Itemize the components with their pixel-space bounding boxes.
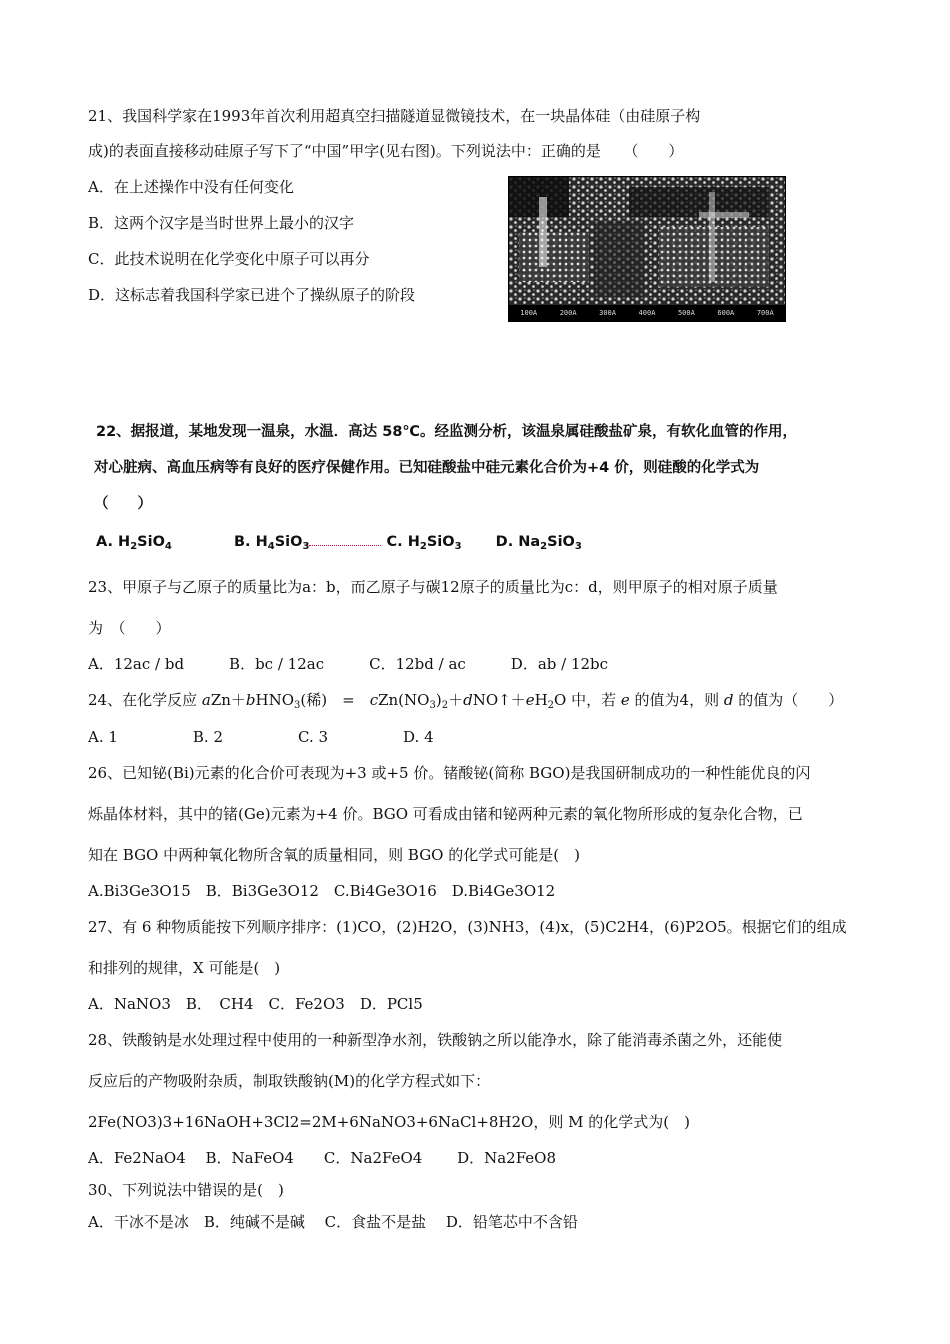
stm-micrograph-image xyxy=(508,176,786,322)
coef-e: e xyxy=(525,691,535,709)
q30-options: A．干冰不是冰 B．纯碱不是碱 C．食盐不是盐 D．铅笔芯中不含铅 xyxy=(88,1213,578,1231)
var-d: d xyxy=(723,691,734,709)
subscript: 3 xyxy=(574,541,582,552)
q21-line1: 21、我国科学家在1993年首次利用超真空扫描隧道显微镜技术，在一块晶体硅（由硅原子构 xyxy=(88,107,701,125)
subscript: 2 xyxy=(540,541,548,552)
coef-b: b xyxy=(245,691,256,709)
q21-option-a: A．在上述操作中没有任何变化 xyxy=(88,178,294,196)
q22-line2: 对心脏病、高血压病等有良好的医疗保健作用。已知硅酸盐中硅元素化合价为+4 价，则硅酸的化学式为 xyxy=(94,460,760,476)
coef-a: a xyxy=(201,691,211,709)
dotted-underline xyxy=(309,545,381,546)
q26-line1: 26、已知铋(Bi)元素的化合价可表现为+3 或+5 价。锗酸铋(简称 BGO)是我国研制成功的一种性能优良的闪 xyxy=(88,764,811,782)
q22-line1: 22、据报道，某地发现一温泉，水温．高达 58℃。经监测分析，该温泉属硅酸盐矿泉，有软化血管的作用， xyxy=(96,424,797,440)
subscript: 3 xyxy=(454,541,462,552)
q23-line1: 23、甲原子与乙原子的质量比为a：b，而乙原子与碳12原子的质量比为c：d，则甲原子的相对原子质量 xyxy=(88,578,778,596)
micrograph-scale-bar xyxy=(509,305,785,321)
scale-label: 200A xyxy=(559,309,577,317)
q22-option-b: B. H xyxy=(234,534,268,550)
text: O 中，若 xyxy=(554,691,621,709)
q26-line3: 知在 BGO 中两种氧化物所含氧的质量相同，则 BGO 的化学式可能是( ) xyxy=(88,846,580,864)
q28-options: A．Fe2NaO4 B．NaFeO4 C．Na2FeO4 D．Na2FeO8 xyxy=(88,1149,557,1167)
q23-line2: 为 （ ） xyxy=(88,619,171,637)
q28-line3: 2Fe(NO3)3+16NaOH+3Cl2=2M+6NaNO3+6NaCl+8H2O，则 M 的化学式为( ) xyxy=(88,1113,690,1131)
q22-options xyxy=(96,532,582,557)
text: Zn＋ xyxy=(210,691,246,709)
text: HNO xyxy=(255,691,295,709)
q30-line1: 30、下列说法中错误的是( ) xyxy=(88,1181,284,1199)
text: 的值为（ ） xyxy=(733,691,844,709)
q22-option-c: C. H xyxy=(386,534,420,550)
q26-options: A.Bi3Ge3O15 B．Bi3Ge3O12 C.Bi4Ge3O16 D.Bi4Ge3O12 xyxy=(88,882,556,900)
subscript: 3 xyxy=(429,700,436,711)
q24-options: A. 1 B. 2 C. 3 D. 4 xyxy=(88,728,434,746)
text: Zn(NO xyxy=(378,691,430,709)
formula-part: SiO xyxy=(137,534,165,550)
stm-texture xyxy=(509,177,785,305)
q23-options: A．12ac / bd B．bc / 12ac C．12bd / ac D．ab / 12bc xyxy=(88,655,609,673)
formula-part: SiO xyxy=(547,534,575,550)
text: ＋ xyxy=(448,691,464,709)
q21-option-c: C．此技术说明在化学变化中原子可以再分 xyxy=(88,250,370,268)
scale-label: 600A xyxy=(717,309,735,317)
q27-line2: 和排列的规律，X 可能是( ) xyxy=(88,959,281,977)
text: 24、在化学反应 xyxy=(88,691,202,709)
q22-option-d: D. Na xyxy=(495,534,541,550)
subscript: 3 xyxy=(294,700,301,711)
text: 的值为4，则 xyxy=(629,691,724,709)
subscript: 2 xyxy=(441,700,449,711)
subscript: 2 xyxy=(130,541,138,552)
formula-part: SiO xyxy=(426,534,455,550)
subscript: 4 xyxy=(164,541,172,552)
text: NO↑＋ xyxy=(472,691,526,709)
q22-option-a: A. H xyxy=(96,534,131,550)
text: H xyxy=(534,691,548,709)
q22-line3: （ ） xyxy=(94,496,152,512)
q21-line2: 成)的表面直接移动硅原子写下了“中国”甲字(见右图)。下列说法中：正确的是 （ ） xyxy=(88,142,684,160)
q27-options: A．NaNO3 B． CH4 C．Fe2O3 D．PCl5 xyxy=(88,995,423,1013)
var-e: e xyxy=(620,691,630,709)
q21-option-d: D．这标志着我国科学家已进个了操纵原子的阶段 xyxy=(88,286,416,304)
scale-label: 300A xyxy=(599,309,616,317)
text: (稀) = xyxy=(300,691,370,709)
q26-line2: 烁晶体材料，其中的锗(Ge)元素为+4 价。BGO 可看成由锗和铋两种元素的氧化物所形成的复杂化合物，已 xyxy=(88,805,803,823)
text: ) xyxy=(435,691,442,709)
scale-label: 100A xyxy=(520,309,538,317)
q27-line1: 27、有 6 种物质能按下列顺序排序：(1)CO，(2)H2O，(3)NH3，(4)x，(5)C2H4，(6)P2O5。根据它们的组成 xyxy=(88,918,847,936)
scale-label: 500A xyxy=(677,309,695,317)
coef-c: c xyxy=(369,691,379,709)
subscript: 3 xyxy=(302,541,310,552)
q24-line1 xyxy=(88,690,843,716)
scale-label: 700A xyxy=(756,309,774,317)
scale-label: 400A xyxy=(638,309,656,317)
q21-option-b: B．这两个汉字是当时世界上最小的汉字 xyxy=(88,214,355,232)
subscript: 2 xyxy=(419,541,427,552)
subscript: 2 xyxy=(547,700,555,711)
formula-part: SiO xyxy=(274,534,303,550)
coef-d: d xyxy=(463,691,473,709)
q28-line1: 28、铁酸钠是水处理过程中使用的一种新型净水剂，铁酸钠之所以能净水，除了能消毒杀菌之外，还能使 xyxy=(88,1031,783,1049)
subscript: 4 xyxy=(267,541,275,552)
q28-line2: 反应后的产物吸附杂质，制取铁酸钠(M)的化学方程式如下： xyxy=(88,1072,491,1090)
